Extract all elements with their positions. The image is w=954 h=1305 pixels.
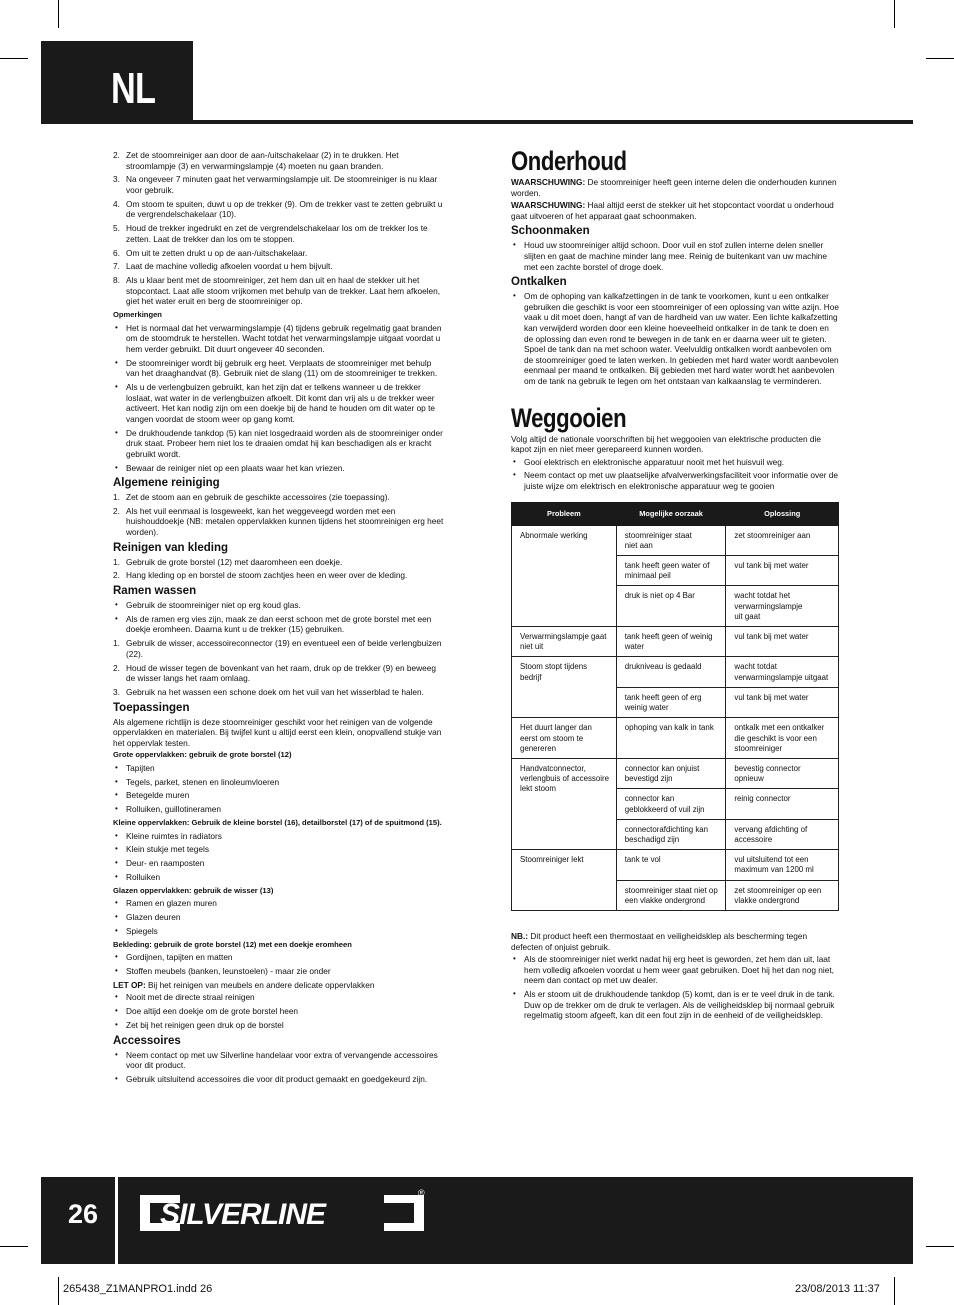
operation-steps: [113, 150, 444, 307]
list-item: [113, 150, 444, 171]
list-item: • Spiegels: [113, 926, 444, 937]
right-column: [511, 146, 839, 1024]
problem-cell: Het duurt langer dan eerst om stoom te genereren: [512, 718, 617, 759]
cause-cell: connectorafdichting kan beschadigd zijn: [616, 819, 726, 849]
nb-text: Dit product heeft een thermostaat en veiligheidsklep als bescherming tegen defecten of onjuist gebruik.: [511, 930, 808, 952]
descaling-list: [511, 291, 839, 386]
accessories-list: [113, 1050, 444, 1085]
general-cleaning-heading: Algemene reiniging: [113, 477, 220, 490]
solution-cell: zet stoomreiniger op een vlakke ondergrond: [726, 880, 839, 910]
large-surfaces-list: [113, 763, 444, 815]
list-item: • Houd uw stoomreiniger altijd schoon. Door vuil en stof zullen interne delen sneller slijten en gaat de machine minder lang mee. Reinig de buitenkant van uw machine met een zachte borstel of droge doek.: [511, 240, 839, 272]
problem-cell: Abnormale werking: [512, 525, 617, 626]
registered-mark: ®: [418, 1188, 425, 1198]
list-item: • Zet bij het reinigen geen druk op de borstel: [113, 1020, 444, 1031]
warning-2: [511, 200, 839, 221]
step-number: 1.: [113, 492, 120, 503]
caution-note: [113, 980, 444, 991]
list-item: [113, 174, 444, 195]
caution-text: Bij het reinigen van meubels en andere delicate oppervlakken: [145, 979, 375, 990]
disposal-list: [511, 457, 839, 492]
column-header: Oplossing: [726, 502, 839, 525]
step-number: 2.: [113, 662, 120, 673]
step-text: Zet de stoomreiniger aan door de aan-/uitschakelaar (2) in te drukken. Het stroomlampje (3) en verwarmingslampje (4) moeten nu gaan branden.: [126, 150, 399, 171]
step-number: 3.: [113, 174, 120, 185]
list-item: • Klein stukje met tegels: [113, 844, 444, 855]
problem-cell: Stoom stopt tijdens bedrijf: [512, 657, 617, 718]
list-item: • Gooi elektrisch en elektronische apparatuur nooit met het huisvuil weg.: [511, 457, 839, 468]
step-text: Gebruik de grote borstel (12) met daaromheen een doekje.: [126, 556, 343, 567]
warning-2-text: Haal altijd eerst de stekker uit het stopcontact voordat u onderhoud gaat uitvoeren of het apparaat gaat schoonmaken.: [511, 200, 834, 221]
list-item: [113, 687, 444, 698]
list-item: [113, 570, 444, 581]
step-number: 8.: [113, 275, 120, 286]
crop-mark: [58, 1277, 59, 1305]
descaling-heading: Ontkalken: [511, 276, 567, 289]
applications-heading: Toepassingen: [113, 701, 190, 714]
list-item: • Tapijten: [113, 763, 444, 774]
list-item: [113, 506, 444, 538]
step-text: Gebruik de wisser, accessoireconnector (19) en eventueel een of beide verlengbuizen (22).: [126, 638, 442, 659]
cause-cell: drukniveau is gedaald: [616, 657, 726, 687]
step-text: Gebruik na het wassen een schone doek om het vuil van het wisserblad te halen.: [126, 686, 424, 697]
list-item: • De drukhoudende tankdop (5) kan niet losgedraaid worden als de stoomreiniger onder druk staat. Probeer hem niet los te draaien omdat hij kan beschadigen als er kracht gebruikt wordt.: [113, 428, 444, 460]
solution-cell: vul tank bij met water: [726, 556, 839, 586]
step-number: 3.: [113, 686, 120, 697]
crop-mark: [926, 58, 954, 59]
language-tab: [41, 41, 193, 124]
list-item: [113, 248, 444, 259]
step-text: Zet de stoom aan en gebruik de geschikte accessoires (zie toepassing).: [126, 492, 390, 503]
list-item: • Tegels, parket, stenen en linoleumvloeren: [113, 777, 444, 788]
step-text: Om stoom te spuiten, duwt u op de trekker (9). Om de trekker vast te zetten gebruikt u de vergrendelschakelaar (10).: [126, 198, 443, 220]
header-rule: [193, 120, 913, 124]
list-item: • Betegelde muren: [113, 790, 444, 801]
cause-cell: stoomreiniger staat niet aan: [616, 525, 726, 555]
cause-cell: connector kan geblokkeerd of vuil zijn: [616, 789, 726, 819]
maintenance-title: Onderhoud: [511, 146, 627, 176]
step-text: Laat de machine volledig afkoelen voordat u hem bijvult.: [126, 261, 333, 272]
clothes-steps: [113, 557, 444, 581]
crop-mark: [0, 1246, 28, 1247]
step-number: 2.: [113, 150, 120, 160]
step-number: 4.: [113, 198, 120, 209]
cause-cell: druk is niet op 4 Bar: [616, 586, 726, 627]
upholstery-heading: Bekleding: gebruik de grote borstel (12) met een doekje eromheen: [113, 939, 352, 949]
problem-cell: Stoomreiniger lekt: [512, 850, 617, 911]
table-row: [512, 627, 839, 657]
column-header: Mogelijke oorzaak: [616, 502, 726, 525]
table-row: [512, 657, 839, 687]
solution-cell: wacht totdat het verwarmingslampje uit gaat: [726, 586, 839, 627]
cause-cell: tank te vol: [616, 850, 726, 880]
cleaning-heading: Schoonmaken: [511, 225, 590, 238]
cleaning-list: [511, 240, 839, 272]
warning-1: [511, 177, 839, 198]
list-item: [113, 638, 444, 659]
list-item: • Bewaar de reiniger niet op een plaats waar het kan vriezen.: [113, 463, 444, 474]
left-column: [113, 150, 444, 1088]
solution-cell: vul uitsluitend tot een maximum van 1200 ml: [726, 850, 839, 880]
solution-cell: reinig connector: [726, 789, 839, 819]
windows-bullets: [113, 600, 444, 635]
logo-wordmark: SILVERLINE: [160, 1198, 326, 1231]
list-item: • Gebruik de stoomreiniger niet op erg koud glas.: [113, 600, 444, 611]
upholstery-list: [113, 952, 444, 976]
step-number: 7.: [113, 261, 120, 272]
list-item: • Doe altijd een doekje om de grote borstel heen: [113, 1006, 444, 1017]
step-text: Als het vuil eenmaal is losgeweekt, kan het weggeveegd worden met een huishouddoekje (NB: metalen oppervlakken kunnen tijdens het stoomreinigen erg heet worden).: [126, 505, 444, 538]
caution-label: LET OP:: [113, 979, 146, 990]
list-item: • Als er stoom uit de drukhoudende tankdop (5) komt, dan is er te veel druk in de tank. Duw op de trekker om de druk te verlagen. Als de veiligheidsklep bij normaal gebruik regelmatig stoom afgeeft, kan dit een fout zijn in de eenheid of de veiligheidsklep.: [511, 989, 839, 1021]
glass-surfaces-list: [113, 898, 444, 936]
windows-heading: Ramen wassen: [113, 585, 197, 598]
cause-cell: tank heeft geen of erg weinig water: [616, 687, 726, 717]
print-file-info: 265438_Z1MANPRO1.indd 26: [63, 1283, 213, 1295]
solution-cell: zet stoomreiniger aan: [726, 525, 839, 555]
list-item: [113, 275, 444, 307]
print-date-info: 23/08/2013 11:37: [795, 1283, 880, 1295]
cause-cell: connector kan onjuist bevestigd zijn: [616, 758, 726, 788]
solution-cell: vul tank bij met water: [726, 687, 839, 717]
page-number: 26: [68, 1199, 99, 1229]
crop-mark: [894, 1277, 895, 1305]
footer-divider: [115, 1177, 118, 1264]
step-number: 1.: [113, 556, 120, 567]
list-item: • Gebruik uitsluitend accessoires die voor dit product gemaakt en goedgekeurd zijn.: [113, 1074, 444, 1085]
warning-1-text: De stoomreiniger heeft geen interne delen die onderhouden kunnen worden.: [511, 177, 837, 198]
list-item: • Rolluiken, guillotineramen: [113, 804, 444, 815]
applications-intro: Als algemene richtlijn is deze stoomreiniger geschikt voor het reinigen van de volgende oppervlakken en materialen. Bij twijfel kunt u altijd eerst een klein, onopvallend stukje van het oppervlak testen.: [113, 716, 442, 748]
step-text: Houd de trekker ingedrukt en zet de vergrendelschakelaar los om de trekker los te zetten. Laat de trekker dan los om te stoppen.: [126, 223, 428, 244]
list-item: • Om de ophoping van kalkafzettingen in de tank te voorkomen, kunt u een ontkalker gebruiken die geschikt is voor een stoomreiniger of een oplossing van witte azijn. Hoe vaak u dit moet doen, hangt af van de hardheid van uw water. Een lichte kalkafzetting kan verwijderd worden door een kleine hoeveelheid ontkalker in de tank te doen en de oplossing dan even rond te bewegen in de tank en er daarna weer uit te gieten. Spoel de tank dan na met schoon water. Veelvuldig ontkalken wordt aanbevolen om de stoomreiniger goed te laten werken. In gebieden met hard water wordt aanbevolen eenmaal per maand te ontkalken. Bij gebieden met hard water wordt het aanbevolen om de tank na gebruik te legen om het ontstaan van kalkaanslag te verminderen.: [511, 291, 839, 386]
list-item: [113, 199, 444, 220]
step-number: 2.: [113, 505, 120, 516]
list-item: • Nooit met de directe straal reinigen: [113, 992, 444, 1003]
cause-cell: ophoping van kalk in tank: [616, 718, 726, 759]
nb-note: [511, 931, 839, 952]
list-item: • Ramen en glazen muren: [113, 898, 444, 909]
list-item: [113, 223, 444, 244]
step-text: Na ongeveer 7 minuten gaat het verwarmingslampje uit. De stoomreiniger is nu klaar voor gebruik.: [126, 174, 438, 195]
step-text: Houd de wisser tegen de bovenkant van het raam, druk op de trekker (9) en beweeg de wisser langs het raam omlaag.: [126, 662, 436, 684]
list-item: [113, 557, 444, 568]
step-text: Om uit te zetten drukt u op de aan-/uitschakelaar.: [126, 247, 308, 258]
table-header-row: [512, 502, 839, 525]
general-cleaning-steps: [113, 492, 444, 538]
troubleshooting-table: [511, 502, 839, 911]
problem-cell: Handvatconnector, verlengbuis of accessoire lekt stoom: [512, 758, 617, 849]
list-item: • Kleine ruimtes in radiators: [113, 831, 444, 842]
crop-mark: [926, 1246, 954, 1247]
column-header: Probleem: [512, 502, 617, 525]
table-row: [512, 850, 839, 880]
list-item: • De stoomreiniger wordt bij gebruik erg heet. Verplaats de stoomreiniger met behulp van het draaghandvat (8). Gebruik niet de slang (11) om de stoomreiniger te trekken.: [113, 358, 444, 379]
clothes-heading: Reinigen van kleding: [113, 541, 229, 554]
solution-cell: bevestig connector opnieuw: [726, 758, 839, 788]
list-item: • Het is normaal dat het verwarmingslampje (4) tijdens gebruik regelmatig gaat branden om de stoomdruk te herstellen. Wacht totdat het verwarmingslampje uitgaat voordat u hem verder gebruikt. Dit duurt ongeveer 40 seconden.: [113, 323, 444, 355]
step-number: 5.: [113, 223, 120, 234]
list-item: • Neem contact op met uw plaatselijke afvalverwerkingsfaciliteit voor informatie over de juiste wijze om elektrisch en elektronische apparatuur weg te gooien: [511, 470, 839, 491]
large-surfaces-heading: Grote oppervlakken: gebruik de grote borstel (12): [113, 750, 292, 760]
step-number: 2.: [113, 570, 120, 581]
accessories-heading: Accessoires: [113, 1034, 181, 1047]
cause-cell: stoomreiniger staat niet op een vlakke ondergrond: [616, 880, 726, 910]
warning-label: WAARSCHUWING:: [511, 177, 586, 187]
cause-cell: tank heeft geen of weinig water: [616, 627, 726, 657]
disposal-intro: Volg altijd de nationale voorschriften bij het weggooien van elektrische producten die kapot zijn en niet meer gerepareerd kunnen worden.: [511, 433, 821, 455]
step-text: Hang kleding op en borstel de stoom zachtjes heen en weer over de kleding.: [126, 570, 408, 581]
table-row: [512, 718, 839, 759]
solution-cell: ontkalk met een ontkalker die geschikt is voor een stoomreiniger: [726, 718, 839, 759]
list-item: • Stoffen meubels (banken, leunstoelen) - maar zie onder: [113, 966, 444, 977]
list-item: • Als u de verlengbuizen gebruikt, kan het zijn dat er telkens wanneer u de trekker loslaat, wat water in de verlengbuizen afkoelt. Dit komt dan vrij als u de trekker weer activeert. Het kan nodig zijn om een doekje bij de hand te houden om dit water op te vangen voordat de stoom weer op gang komt.: [113, 382, 444, 424]
notes-list: [113, 323, 444, 473]
list-item: • Als de ramen erg vies zijn, maak ze dan eerst schoon met de grote borstel met een doekje eromheen. Daarna kunt u de trekker (15) gebruiken.: [113, 614, 444, 635]
list-item: • Deur- en raamposten: [113, 858, 444, 869]
solution-cell: vul tank bij met water: [726, 627, 839, 657]
problem-cell: Verwarmingslampje gaat niet uit: [512, 627, 617, 657]
disposal-title: Weggooien: [511, 402, 627, 433]
list-item: • Gordijnen, tapijten en matten: [113, 952, 444, 963]
solution-cell: wacht totdat verwarmingslampje uitgaat: [726, 657, 839, 687]
small-surfaces-heading: Kleine oppervlakken: Gebruik de kleine borstel (16), detailborstel (17) of de spuitmond (15).: [113, 818, 442, 828]
crop-mark: [894, 0, 895, 28]
table-row: [512, 758, 839, 788]
small-surfaces-list: [113, 831, 444, 883]
notes-heading: Opmerkingen: [113, 310, 162, 320]
windows-steps: [113, 638, 444, 697]
warning-label: WAARSCHUWING:: [511, 200, 586, 211]
list-item: [113, 261, 444, 272]
list-item: • Als de stoomreiniger niet werkt nadat hij erg heet is geworden, zet hem dan uit, laat hem volledig afkoelen voordat u hem weer gaat gebruiken. Doet hij het dan nog niet, neem dan contact op met uw dealer.: [511, 954, 839, 986]
cause-cell: tank heeft geen water of minimaal peil: [616, 556, 726, 586]
step-text: Als u klaar bent met de stoomreiniger, zet hem dan uit en haal de stekker uit het stopcontact. Laat alle stoom vrijkomen met behulp van de trekker. Laat hem afkoelen, giet het water eruit en berg de stoomreiniger op.: [126, 275, 441, 307]
solution-cell: vervang afdichting of accessoire: [726, 819, 839, 849]
nb-list: [511, 954, 839, 1021]
list-item: • Glazen deuren: [113, 912, 444, 923]
list-item: • Neem contact op met uw Silverline handelaar voor extra of vervangende accessoires voor dit product.: [113, 1050, 444, 1071]
silverline-logo: [132, 1187, 432, 1237]
table-row: [512, 525, 839, 555]
step-number: 6.: [113, 247, 120, 258]
logo-bracket-right: [384, 1195, 424, 1231]
list-item: [113, 492, 444, 503]
language-code: NL: [111, 64, 156, 113]
nb-label: NB.:: [511, 930, 529, 941]
step-number: 1.: [113, 638, 120, 649]
crop-mark: [58, 0, 59, 28]
list-item: • Rolluiken: [113, 872, 444, 883]
glass-surfaces-heading: Glazen oppervlakken: gebruik de wisser (13): [113, 885, 274, 895]
crop-mark: [0, 58, 28, 59]
caution-list: [113, 992, 444, 1030]
list-item: [113, 663, 444, 684]
